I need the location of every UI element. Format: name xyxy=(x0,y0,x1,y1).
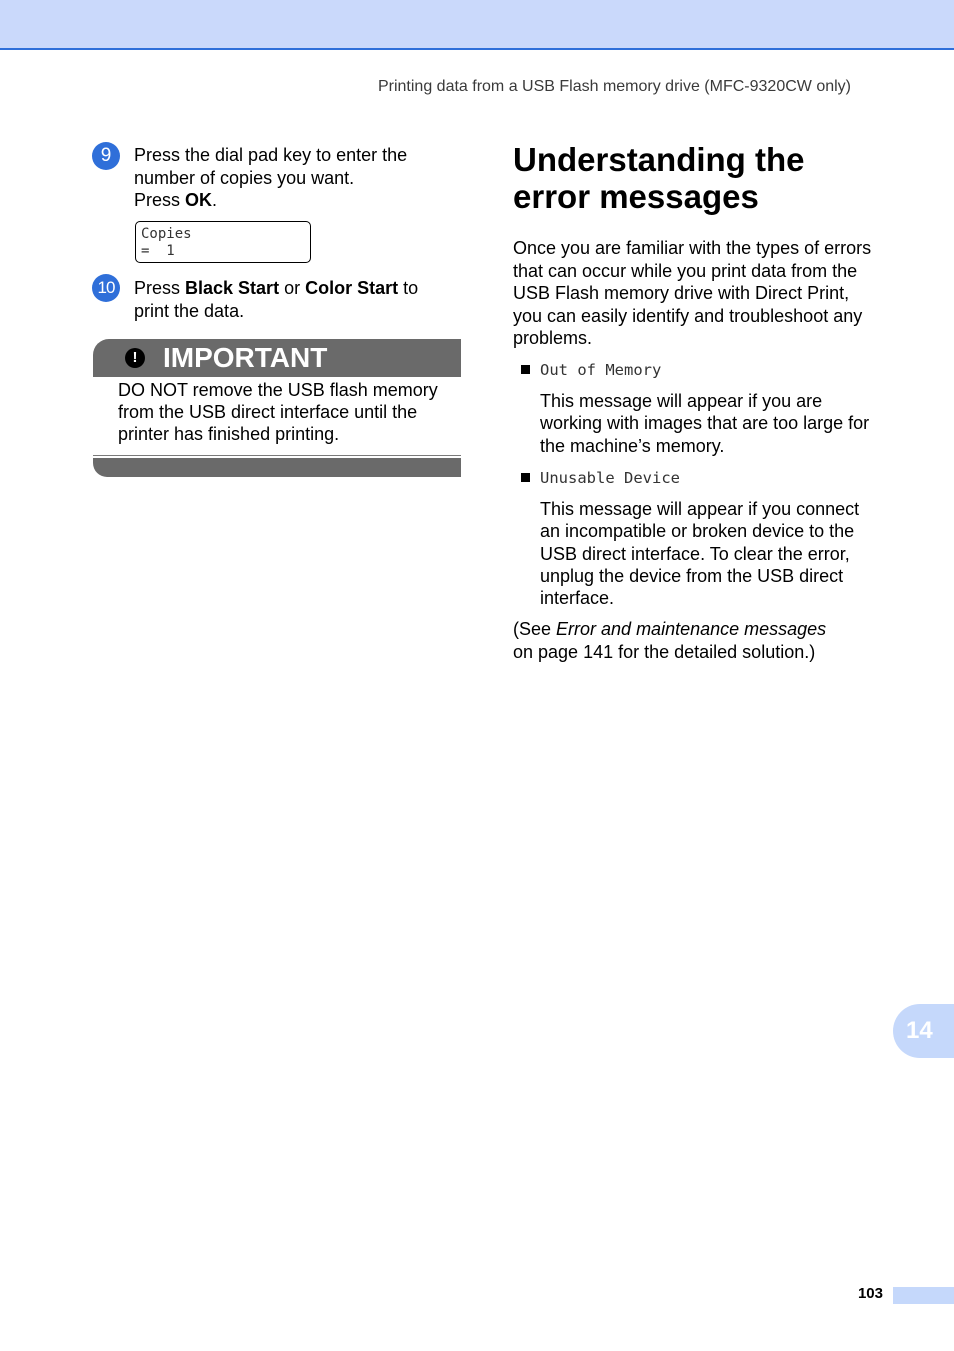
description-line: working with images that are too large for xyxy=(540,413,870,434)
step-9-press: Press xyxy=(134,190,186,210)
step-9-line-1: Press the dial pad key to enter the xyxy=(134,145,408,165)
important-text xyxy=(118,379,458,445)
description-line: the machine’s memory. xyxy=(540,435,725,456)
step-10-or: or xyxy=(279,278,306,298)
black-start-label: Black Start xyxy=(185,278,280,298)
section-title xyxy=(513,141,893,215)
bullet-square-icon xyxy=(521,365,530,374)
see-reference xyxy=(513,618,893,664)
description-line: interface. xyxy=(540,588,615,609)
see-line-2: on page 141 for the detailed solution.) xyxy=(513,642,816,662)
page-number: 103 xyxy=(857,1285,883,1302)
step-9-text xyxy=(134,144,454,212)
ok-key-label: OK xyxy=(185,190,213,210)
description-line: unplug the device from the USB direct xyxy=(540,565,844,586)
chapter-number: 14 xyxy=(906,1017,933,1044)
description-line: This message will appear if you are xyxy=(540,391,823,411)
error-message-description xyxy=(540,390,890,457)
exclamation-icon: ! xyxy=(125,348,145,368)
bullet-square-icon xyxy=(521,473,530,482)
color-start-label: Color Start xyxy=(305,278,399,298)
see-prefix: (See xyxy=(513,619,557,639)
important-header xyxy=(93,339,461,377)
step-10-press: Press xyxy=(134,278,186,298)
intro-line-3: USB Flash memory drive with Direct Print, xyxy=(513,283,850,303)
step-9-line-2: number of copies you want. xyxy=(134,167,355,188)
lcd-line-2: = 1 xyxy=(141,243,175,259)
important-title: IMPORTANT xyxy=(163,342,328,373)
chapter-tab xyxy=(893,1004,954,1058)
important-line-2: from the USB direct interface until the xyxy=(118,402,418,422)
description-line: USB direct interface. To clear the error, xyxy=(540,543,850,564)
intro-line-1: Once you are familiar with the types of errors xyxy=(513,238,872,258)
top-header-band xyxy=(0,0,954,50)
error-message-name: Out of Memory xyxy=(540,361,662,379)
step-9-line-3 xyxy=(134,189,454,212)
intro-line-5: problems. xyxy=(513,328,593,348)
lcd-line-1: Copies xyxy=(141,226,192,242)
intro-line-4: you can easily identify and troubleshoot any xyxy=(513,305,863,326)
error-message-description xyxy=(540,498,890,609)
error-message-name: Unusable Device xyxy=(540,469,680,487)
lcd-display xyxy=(135,221,311,263)
running-header: Printing data from a USB Flash memory drive (MFC-9320CW only) xyxy=(377,78,851,95)
see-line-1 xyxy=(513,618,893,641)
intro-line-2: that can occur while you print data from the xyxy=(513,260,858,281)
section-title-line-2: error messages xyxy=(513,178,759,215)
important-line-1: DO NOT remove the USB flash memory xyxy=(118,380,438,400)
intro-paragraph xyxy=(513,237,893,350)
step-10-to: to xyxy=(398,278,419,298)
important-divider xyxy=(93,455,461,456)
step-9-badge: 9 xyxy=(92,142,120,170)
description-line: an incompatible or broken device to the xyxy=(540,521,855,542)
page-footer-bar xyxy=(893,1287,954,1304)
step-10-line-1 xyxy=(134,277,454,300)
cross-reference-link[interactable]: Error and maintenance messages xyxy=(556,619,827,639)
section-title-line-1: Understanding the xyxy=(513,141,805,178)
step-10-line-2: print the data. xyxy=(134,300,245,321)
important-line-3: printer has finished printing. xyxy=(118,424,340,444)
step-9-period: . xyxy=(212,190,218,210)
description-line: This message will appear if you connect xyxy=(540,499,860,519)
step-10-badge: 10 xyxy=(92,274,120,302)
important-footer-bar xyxy=(93,458,461,477)
step-10-text xyxy=(134,277,454,322)
